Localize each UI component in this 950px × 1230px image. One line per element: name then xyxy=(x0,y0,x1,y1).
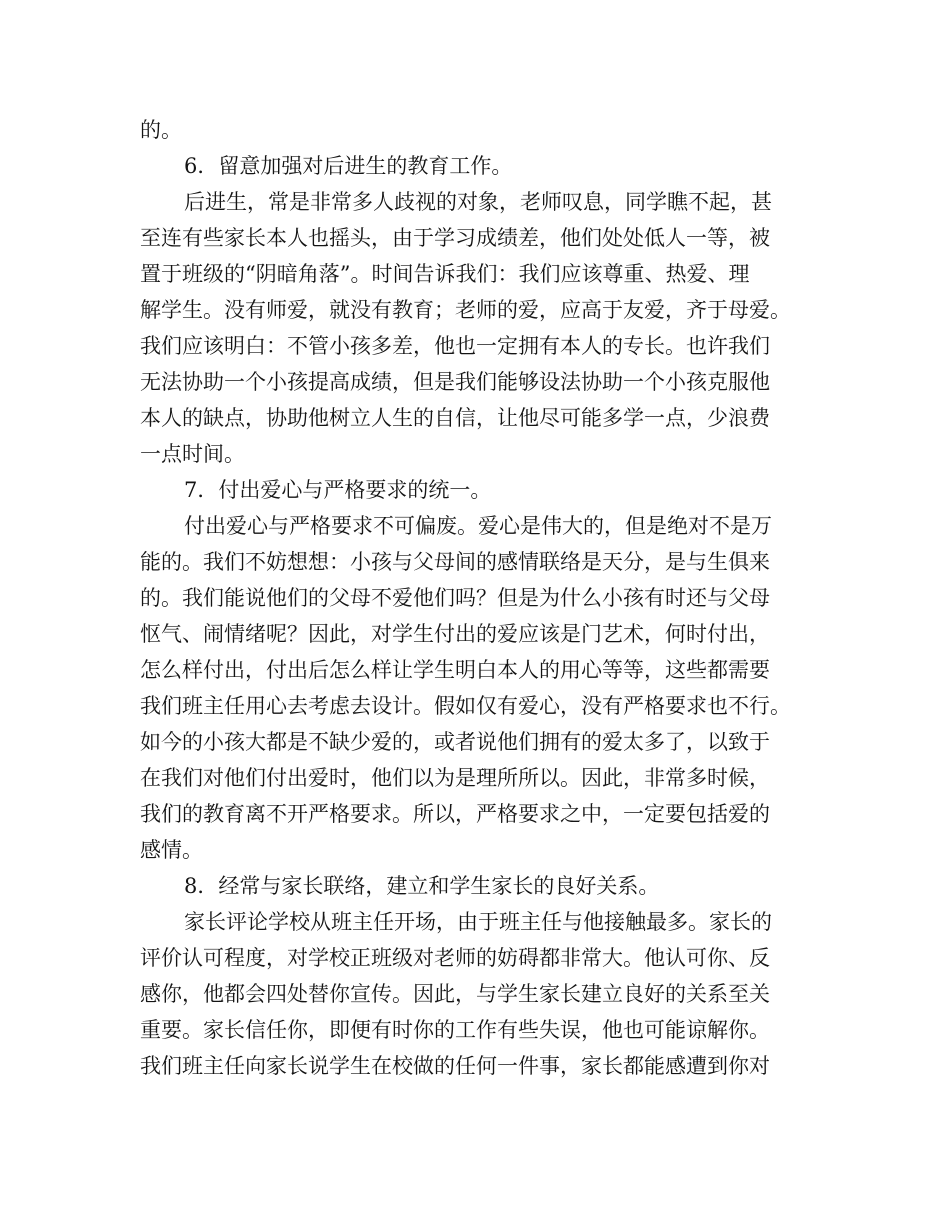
text-line: 我们应该明白：不管小孩多差，他也一定拥有本人的专长。也许我们 xyxy=(140,334,770,358)
text-line: 重要。家长信任你，即便有时你的工作有些失误，他也可能谅解你。 xyxy=(140,1018,770,1042)
text-line: 的。 xyxy=(140,118,182,142)
text-line: 解学生。没有师爱，就没有教育；老师的爱，应高于友爱，齐于母爱。 xyxy=(140,298,791,322)
body-text xyxy=(140,112,820,1084)
text-line: 付出爱心与严格要求不可偏废。爱心是伟大的，但是绝对不是万 xyxy=(184,514,772,538)
text-line: 怄气、闹情绪呢？因此，对学生付出的爱应该是门艺术，何时付出， xyxy=(140,622,770,646)
text-line: 后进生，常是非常多人歧视的对象，老师叹息，同学瞧不起，甚 xyxy=(184,190,772,214)
text-line: 本人的缺点，协助他树立人生的自信，让他尽可能多学一点，少浪费 xyxy=(140,406,770,430)
text-line: 7．付出爱心与严格要求的统一。 xyxy=(184,478,492,502)
text-line: 6．留意加强对后进生的教育工作。 xyxy=(184,154,513,178)
text-line: 置于班级的“阴暗角落”。时间告诉我们：我们应该尊重、热爱、理 xyxy=(140,262,750,286)
text-line: 评价认可程度，对学校正班级对老师的妨碍都非常大。他认可你、反 xyxy=(140,946,770,970)
text-line: 我们班主任向家长说学生在校做的任何一件事，家长都能感遭到你对 xyxy=(140,1054,770,1078)
text-line: 8．经常与家长联络，建立和学生家长的良好关系。 xyxy=(184,874,660,898)
text-line: 我们的教育离不开严格要求。所以，严格要求之中，一定要包括爱的 xyxy=(140,802,770,826)
text-line: 感情。 xyxy=(140,838,203,862)
text-line: 家长评论学校从班主任开场，由于班主任与他接触最多。家长的 xyxy=(184,910,772,934)
text-line: 我们班主任用心去考虑去设计。假如仅有爱心，没有严格要求也不行。 xyxy=(140,694,791,718)
text-line: 能的。我们不妨想想：小孩与父母间的感情联络是天分，是与生俱来 xyxy=(140,550,770,574)
text-line: 怎么样付出，付出后怎么样让学生明白本人的用心等等，这些都需要 xyxy=(140,658,770,682)
text-line: 无法协助一个小孩提高成绩，但是我们能够设法协助一个小孩克服他 xyxy=(140,370,770,394)
text-line: 在我们对他们付出爱时，他们以为是理所所以。因此，非常多时候， xyxy=(140,766,770,790)
text-line: 的。我们能说他们的父母不爱他们吗？但是为什么小孩有时还与父母 xyxy=(140,586,770,610)
text-line: 如今的小孩大都是不缺少爱的，或者说他们拥有的爱太多了，以致于 xyxy=(140,730,770,754)
text-line: 至连有些家长本人也摇头，由于学习成绩差，他们处处低人一等，被 xyxy=(140,226,770,250)
text-line: 感你，他都会四处替你宣传。因此，与学生家长建立良好的关系至关 xyxy=(140,982,770,1006)
text-line: 一点时间。 xyxy=(140,442,245,466)
